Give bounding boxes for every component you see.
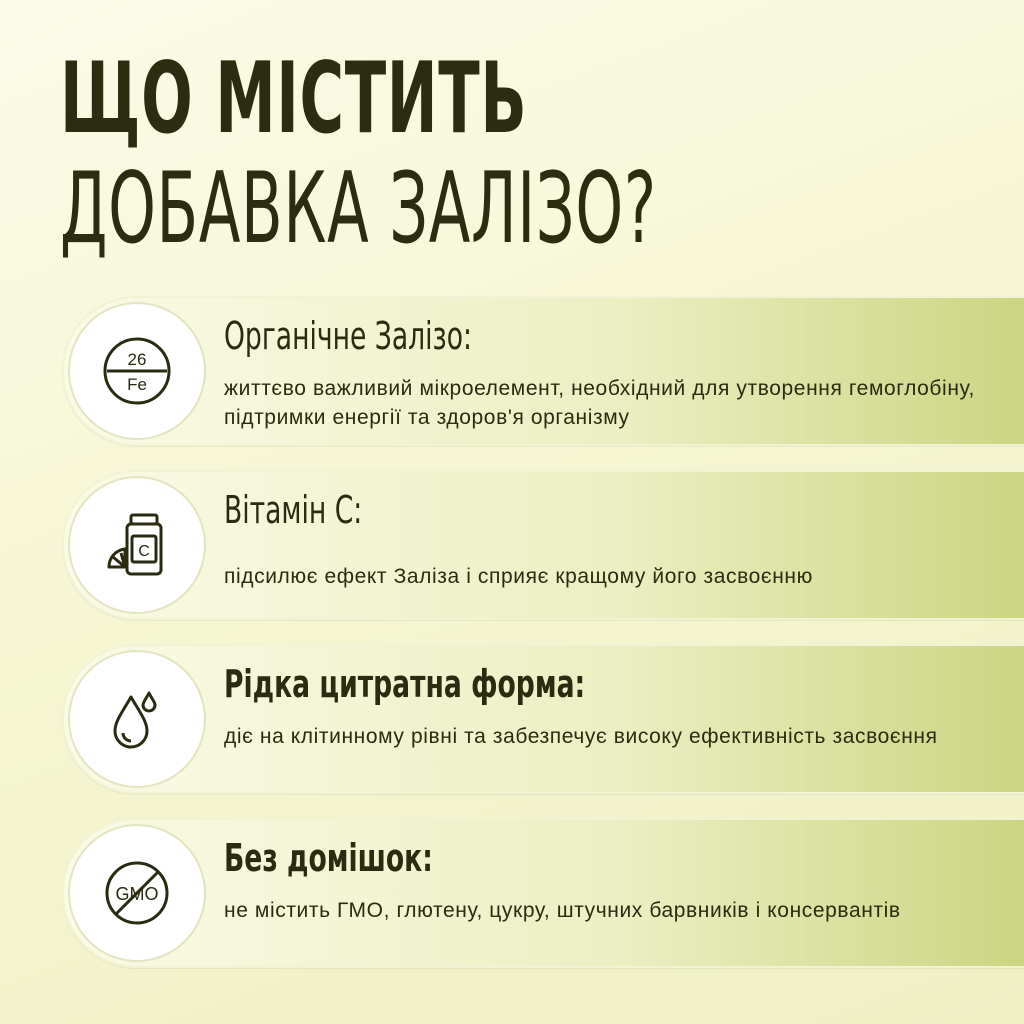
ingredient-card-iron	[62, 296, 1024, 446]
no-gmo-icon	[70, 826, 204, 960]
title-line-2: ДОБАВКА ЗАЛІЗО?	[60, 152, 657, 266]
ingredient-card-no-additives	[62, 818, 1024, 968]
iron-element-symbol: Fe	[127, 375, 147, 394]
vitamin-c-label: C	[138, 543, 150, 560]
ingredient-title: Без домішок:	[224, 836, 433, 880]
page-title	[60, 42, 657, 266]
ingredient-description: не містить ГМО, глютену, цукру, штучних барвників і консервантів	[224, 899, 901, 922]
ingredient-description: підсилює ефект Заліза і сприяє кращому його засвоєнню	[224, 565, 813, 588]
ingredient-card-vitamin-c	[62, 470, 1024, 620]
no-gmo-label: GMO	[115, 884, 159, 904]
title-line-1: ЩО МІСТИТЬ	[60, 42, 528, 156]
ingredient-title: Вітамін С:	[224, 488, 363, 532]
ingredient-description: діє на клітинному рівні та забезпечує високу ефективність засвоєння	[224, 725, 938, 748]
iron-element-number: 26	[127, 350, 147, 369]
ingredient-title: Органічне Залізо:	[224, 314, 472, 358]
ingredient-card-liquid-form	[62, 644, 1024, 794]
vitamin-c-jar-icon	[70, 478, 204, 612]
iron-element-icon	[70, 304, 204, 438]
liquid-drops-icon	[70, 652, 204, 786]
ingredient-description: життєво важливий мікроелемент, необхідний для утворення гемоглобіну, підтримки енергії та здоров'я організму	[224, 377, 975, 429]
ingredient-title: Рідка цитратна форма:	[224, 662, 586, 706]
